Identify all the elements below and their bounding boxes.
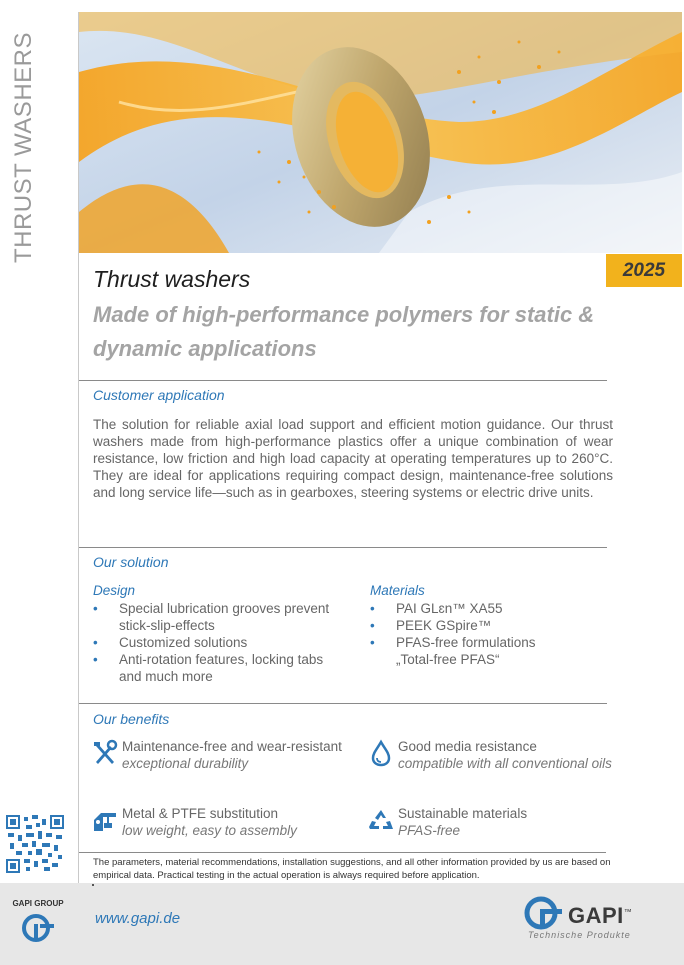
divider — [79, 547, 607, 548]
recycle-icon — [369, 807, 393, 833]
list-item: • Special lubrication grooves prevent stick-slip-effects — [93, 601, 330, 633]
customer-application-text: The solution for reliable axial load support and efficient motion guidance. Our thrust washers made from high-performance plastics offer a unique combination of wear resistance, low friction and high load capacity at operating temperatures up to 260°C. They are ideal for applications requiring compact design, maintenance-free solutions and long service life—such as in gearboxes, steering systems or electric drive units. — [93, 417, 613, 500]
materials-list — [370, 600, 570, 668]
design-heading: Design — [93, 583, 136, 598]
customer-application-heading: Customer application — [93, 387, 225, 403]
list-item: • PEEK GSpire™ — [370, 618, 492, 633]
gapi-tagline: Technische Produkte — [528, 930, 631, 940]
our-solution-heading: Our solution — [93, 554, 169, 570]
gapi-logo-mark — [524, 895, 566, 931]
gapi-logo — [522, 893, 662, 945]
footer-dot — [92, 884, 94, 886]
list-item: • PAI GLɛn™ XA55 — [370, 601, 503, 616]
list-item: • PFAS-free formulations „Total-free PFAS“ — [370, 635, 536, 667]
tools-icon — [93, 740, 117, 766]
divider — [79, 380, 607, 381]
gapi-wordmark: GAPI™ — [568, 903, 633, 928]
svg-text:GAPI GROUP: GAPI GROUP — [12, 899, 64, 908]
design-list — [93, 600, 343, 685]
side-title: THRUST WASHERS — [10, 32, 37, 264]
disclaimer: The parameters, material recommendations, installation suggestions, and all other information provided by us are based on empirical data. Practical testing in the actual operation is always required before application. — [93, 857, 611, 881]
page-title: Thrust washers — [93, 266, 251, 292]
page-subtitle: Made of high-performance polymers for static & dynamic applications — [93, 302, 595, 361]
materials-heading: Materials — [370, 583, 425, 598]
drop-icon — [369, 740, 393, 766]
divider — [79, 852, 606, 853]
our-benefits-heading: Our benefits — [93, 711, 170, 727]
list-item: • Anti-rotation features, locking tabs and much more — [93, 652, 324, 684]
hero-image — [79, 12, 682, 253]
website-link[interactable]: www.gapi.de — [95, 910, 181, 927]
list-item: • Customized solutions — [93, 635, 248, 650]
crane-icon — [93, 807, 117, 833]
divider — [79, 703, 607, 704]
gapi-group-logo — [12, 898, 64, 946]
year-badge: 2025 — [606, 254, 682, 287]
qr-code[interactable] — [6, 815, 64, 873]
